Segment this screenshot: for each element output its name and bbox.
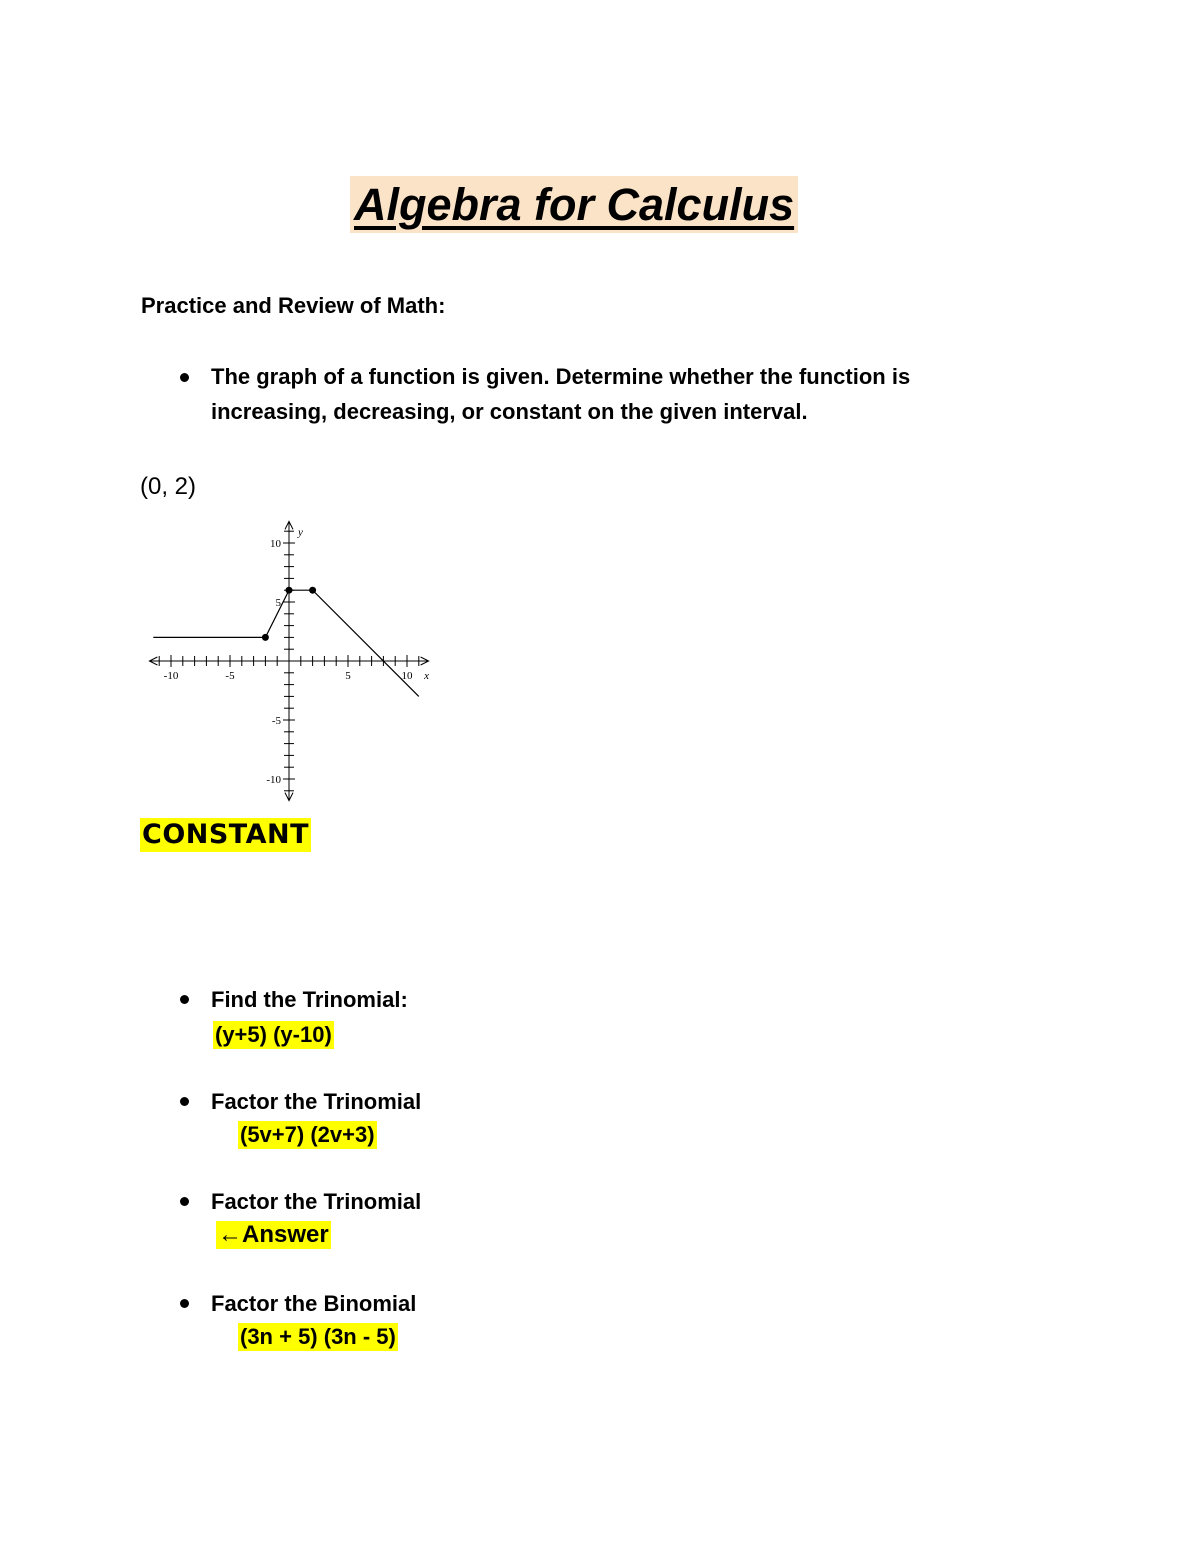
function-line xyxy=(153,590,419,696)
interval-label: (0, 2) xyxy=(140,473,197,500)
x-tick-label: 5 xyxy=(345,670,351,682)
bullet-icon xyxy=(180,1299,189,1308)
question5-answer: (3n + 5) (3n - 5) xyxy=(240,1324,396,1349)
question5-label: Factor the Binomial xyxy=(211,1291,417,1316)
question3-label: Factor the Trinomial xyxy=(211,1089,422,1114)
question2-answer: (y+5) (y-10) xyxy=(215,1022,332,1047)
y-tick-label: -10 xyxy=(266,774,281,786)
bullet-icon xyxy=(180,995,189,1004)
x-tick-label: -5 xyxy=(225,670,235,682)
answer-constant: CONSTANT xyxy=(142,819,310,850)
graph-point xyxy=(309,587,316,594)
bullet-icon xyxy=(180,1097,189,1106)
x-tick-label: 10 xyxy=(401,670,413,682)
question4-answer: ←Answer xyxy=(218,1221,329,1248)
y-tick-label: -5 xyxy=(271,715,281,727)
graph-point xyxy=(262,634,269,641)
function-graph xyxy=(140,505,450,815)
question2-label: Find the Trinomial: xyxy=(211,987,408,1012)
question3-answer: (5v+7) (2v+3) xyxy=(240,1122,375,1147)
question4-label: Factor the Trinomial xyxy=(211,1189,422,1214)
graph-point xyxy=(286,587,293,594)
document-title: Algebra for Calculus xyxy=(350,176,798,233)
y-tick-label: 5 xyxy=(275,597,281,609)
bullet-icon xyxy=(180,373,189,382)
x-tick-label: -10 xyxy=(163,670,179,682)
y-axis-label: y xyxy=(298,526,303,539)
question1-line2: increasing, decreasing, or constant on the given interval. xyxy=(211,399,808,424)
x-axis-label: x xyxy=(424,670,430,682)
bullet-icon xyxy=(180,1197,189,1206)
section-heading: Practice and Review of Math: xyxy=(141,293,446,318)
y-tick-label: 10 xyxy=(270,538,281,550)
question1-line1: The graph of a function is given. Determine whether the function is xyxy=(211,364,911,389)
